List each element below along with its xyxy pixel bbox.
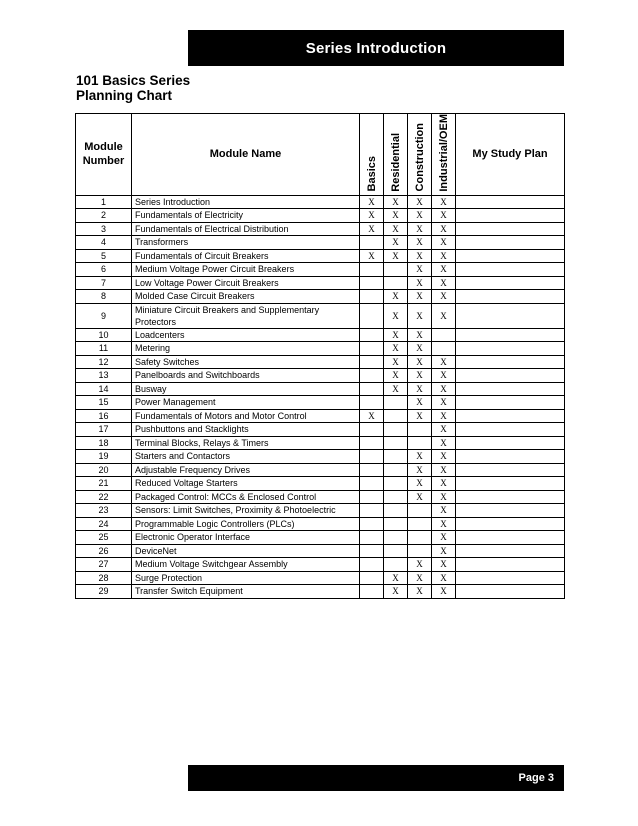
- column-header-number-line-1: Module: [84, 141, 123, 154]
- industrial-cell: X: [432, 585, 456, 599]
- study-plan-cell[interactable]: [456, 490, 565, 504]
- residential-cell: X: [384, 303, 408, 328]
- industrial-cell: X: [432, 490, 456, 504]
- basics-cell: [360, 544, 384, 558]
- industrial-cell: X: [432, 436, 456, 450]
- table-row: [76, 571, 565, 585]
- residential-cell: [384, 477, 408, 491]
- table-row: [76, 328, 565, 342]
- industrial-cell: X: [432, 463, 456, 477]
- industrial-cell: X: [432, 423, 456, 437]
- construction-cell: X: [408, 236, 432, 250]
- construction-cell: X: [408, 342, 432, 356]
- table-row: [76, 585, 565, 599]
- module-number-cell: 21: [76, 477, 132, 491]
- construction-cell: X: [408, 463, 432, 477]
- column-header-my-study-plan: My Study Plan: [456, 114, 565, 196]
- column-header-industrial-label: Industrial/OEM: [437, 114, 450, 192]
- study-plan-cell[interactable]: [456, 328, 565, 342]
- module-name-cell: Safety Switches: [132, 355, 360, 369]
- construction-cell: X: [408, 571, 432, 585]
- column-header-module-name: Module Name: [132, 114, 360, 196]
- residential-cell: X: [384, 382, 408, 396]
- module-name-cell: Fundamentals of Electricity: [132, 209, 360, 223]
- construction-cell: X: [408, 369, 432, 383]
- construction-cell: X: [408, 396, 432, 410]
- column-header-construction-label: Construction: [413, 123, 426, 192]
- basics-cell: [360, 263, 384, 277]
- basics-cell: X: [360, 209, 384, 223]
- module-number-cell: 13: [76, 369, 132, 383]
- table-row: [76, 477, 565, 491]
- industrial-cell: X: [432, 382, 456, 396]
- basics-cell: [360, 369, 384, 383]
- module-name-cell: Transfer Switch Equipment: [132, 585, 360, 599]
- basics-cell: [360, 517, 384, 531]
- module-name-cell: Low Voltage Power Circuit Breakers: [132, 276, 360, 290]
- module-number-cell: 18: [76, 436, 132, 450]
- industrial-cell: X: [432, 504, 456, 518]
- construction-cell: X: [408, 222, 432, 236]
- table-row: [76, 342, 565, 356]
- module-number-cell: 23: [76, 504, 132, 518]
- study-plan-cell[interactable]: [456, 222, 565, 236]
- table-row: [76, 396, 565, 410]
- residential-cell: X: [384, 328, 408, 342]
- industrial-cell: X: [432, 276, 456, 290]
- construction-cell: [408, 504, 432, 518]
- residential-cell: X: [384, 236, 408, 250]
- industrial-cell: X: [432, 571, 456, 585]
- industrial-cell: X: [432, 236, 456, 250]
- module-name-cell: Terminal Blocks, Relays & Timers: [132, 436, 360, 450]
- basics-cell: [360, 342, 384, 356]
- module-name-cell: Reduced Voltage Starters: [132, 477, 360, 491]
- module-number-cell: 6: [76, 263, 132, 277]
- study-plan-cell[interactable]: [456, 423, 565, 437]
- study-plan-cell[interactable]: [456, 303, 565, 328]
- study-plan-cell[interactable]: [456, 517, 565, 531]
- planning-chart-table: [75, 113, 565, 599]
- basics-cell: X: [360, 409, 384, 423]
- industrial-cell: X: [432, 544, 456, 558]
- table-row: [76, 276, 565, 290]
- industrial-cell: X: [432, 249, 456, 263]
- module-number-cell: 12: [76, 355, 132, 369]
- construction-cell: [408, 531, 432, 545]
- residential-cell: [384, 276, 408, 290]
- column-header-residential-label: Residential: [389, 132, 402, 192]
- module-name-cell: Programmable Logic Controllers (PLCs): [132, 517, 360, 531]
- basics-cell: X: [360, 195, 384, 209]
- column-header-basics: [360, 114, 384, 196]
- table-row: [76, 490, 565, 504]
- construction-cell: X: [408, 209, 432, 223]
- module-name-cell: Busway: [132, 382, 360, 396]
- study-plan-cell[interactable]: [456, 209, 565, 223]
- table-body: [76, 195, 565, 598]
- industrial-cell: X: [432, 531, 456, 545]
- column-header-basics-label: Basics: [365, 156, 378, 192]
- module-number-cell: 10: [76, 328, 132, 342]
- industrial-cell: X: [432, 396, 456, 410]
- construction-cell: X: [408, 195, 432, 209]
- module-name-cell: Starters and Contactors: [132, 450, 360, 464]
- module-name-cell: Transformers: [132, 236, 360, 250]
- module-number-cell: 5: [76, 249, 132, 263]
- module-number-cell: 26: [76, 544, 132, 558]
- table-row: [76, 382, 565, 396]
- study-plan-cell[interactable]: [456, 236, 565, 250]
- module-name-cell: Loadcenters: [132, 328, 360, 342]
- table-row: [76, 249, 565, 263]
- study-plan-cell[interactable]: [456, 290, 565, 304]
- residential-cell: [384, 558, 408, 572]
- section-title-bar: [188, 30, 564, 66]
- industrial-cell: X: [432, 558, 456, 572]
- basics-cell: [360, 490, 384, 504]
- module-number-cell: 29: [76, 585, 132, 599]
- industrial-cell: X: [432, 290, 456, 304]
- basics-cell: [360, 558, 384, 572]
- residential-cell: [384, 450, 408, 464]
- construction-cell: X: [408, 249, 432, 263]
- table-row: [76, 450, 565, 464]
- footer-bar: [188, 765, 564, 791]
- module-number-cell: 25: [76, 531, 132, 545]
- construction-cell: X: [408, 490, 432, 504]
- table-row: [76, 303, 565, 328]
- column-header-construction: [408, 114, 432, 196]
- construction-cell: X: [408, 477, 432, 491]
- industrial-cell: [432, 342, 456, 356]
- study-plan-cell[interactable]: [456, 450, 565, 464]
- page-number: Page 3: [518, 772, 554, 784]
- basics-cell: X: [360, 249, 384, 263]
- basics-cell: [360, 436, 384, 450]
- module-number-cell: 20: [76, 463, 132, 477]
- table-row: [76, 463, 565, 477]
- study-plan-cell[interactable]: [456, 369, 565, 383]
- residential-cell: X: [384, 369, 408, 383]
- residential-cell: [384, 436, 408, 450]
- study-plan-cell[interactable]: [456, 571, 565, 585]
- construction-cell: X: [408, 409, 432, 423]
- study-plan-cell[interactable]: [456, 585, 565, 599]
- module-name-cell: Packaged Control: MCCs & Enclosed Control: [132, 490, 360, 504]
- residential-cell: X: [384, 585, 408, 599]
- column-header-number-line-2: Number: [82, 155, 125, 168]
- module-name-cell: Power Management: [132, 396, 360, 410]
- study-plan-cell[interactable]: [456, 249, 565, 263]
- industrial-cell: X: [432, 517, 456, 531]
- study-plan-cell[interactable]: [456, 558, 565, 572]
- study-plan-cell[interactable]: [456, 463, 565, 477]
- module-number-cell: 3: [76, 222, 132, 236]
- construction-cell: X: [408, 303, 432, 328]
- module-name-cell: Fundamentals of Motors and Motor Control: [132, 409, 360, 423]
- construction-cell: X: [408, 382, 432, 396]
- residential-cell: [384, 517, 408, 531]
- basics-cell: [360, 382, 384, 396]
- module-name-cell: Adjustable Frequency Drives: [132, 463, 360, 477]
- residential-cell: X: [384, 571, 408, 585]
- residential-cell: X: [384, 195, 408, 209]
- basics-cell: [360, 463, 384, 477]
- table-row: [76, 504, 565, 518]
- section-title: Series Introduction: [305, 39, 447, 57]
- module-number-cell: 14: [76, 382, 132, 396]
- study-plan-cell[interactable]: [456, 195, 565, 209]
- basics-cell: [360, 477, 384, 491]
- study-plan-cell[interactable]: [456, 436, 565, 450]
- table-header-row: [76, 114, 565, 196]
- column-header-module-number: [76, 114, 132, 196]
- study-plan-cell[interactable]: [456, 477, 565, 491]
- residential-cell: X: [384, 290, 408, 304]
- table-row: [76, 222, 565, 236]
- table-row: [76, 531, 565, 545]
- module-name-cell: Molded Case Circuit Breakers: [132, 290, 360, 304]
- construction-cell: X: [408, 450, 432, 464]
- module-name-cell: Electronic Operator Interface: [132, 531, 360, 545]
- module-name-cell: Metering: [132, 342, 360, 356]
- basics-cell: [360, 303, 384, 328]
- basics-cell: [360, 355, 384, 369]
- module-number-cell: 11: [76, 342, 132, 356]
- table-row: [76, 544, 565, 558]
- study-plan-cell[interactable]: [456, 531, 565, 545]
- module-number-cell: 4: [76, 236, 132, 250]
- table-row: [76, 290, 565, 304]
- module-number-cell: 27: [76, 558, 132, 572]
- module-number-cell: 8: [76, 290, 132, 304]
- table-row: [76, 195, 565, 209]
- basics-cell: [360, 571, 384, 585]
- construction-cell: X: [408, 290, 432, 304]
- basics-cell: [360, 423, 384, 437]
- industrial-cell: X: [432, 477, 456, 491]
- module-name-cell: Medium Voltage Switchgear Assembly: [132, 558, 360, 572]
- module-number-cell: 16: [76, 409, 132, 423]
- residential-cell: X: [384, 222, 408, 236]
- basics-cell: [360, 585, 384, 599]
- table-row: [76, 369, 565, 383]
- residential-cell: [384, 463, 408, 477]
- construction-cell: [408, 436, 432, 450]
- column-header-residential: [384, 114, 408, 196]
- industrial-cell: X: [432, 222, 456, 236]
- basics-cell: [360, 328, 384, 342]
- table-row: [76, 436, 565, 450]
- construction-cell: X: [408, 263, 432, 277]
- industrial-cell: X: [432, 450, 456, 464]
- study-plan-cell[interactable]: [456, 409, 565, 423]
- heading-line-1: 101 Basics Series: [76, 73, 191, 88]
- basics-cell: X: [360, 222, 384, 236]
- construction-cell: X: [408, 355, 432, 369]
- module-number-cell: 7: [76, 276, 132, 290]
- module-name-cell: Fundamentals of Circuit Breakers: [132, 249, 360, 263]
- table-row: [76, 409, 565, 423]
- basics-cell: [360, 290, 384, 304]
- study-plan-cell[interactable]: [456, 342, 565, 356]
- module-number-cell: 2: [76, 209, 132, 223]
- construction-cell: X: [408, 558, 432, 572]
- table-row: [76, 263, 565, 277]
- module-name-cell: Fundamentals of Electrical Distribution: [132, 222, 360, 236]
- residential-cell: [384, 531, 408, 545]
- industrial-cell: X: [432, 209, 456, 223]
- table-row: [76, 423, 565, 437]
- industrial-cell: X: [432, 195, 456, 209]
- module-number-cell: 17: [76, 423, 132, 437]
- module-number-cell: 22: [76, 490, 132, 504]
- residential-cell: [384, 544, 408, 558]
- heading-line-2: Planning Chart: [76, 88, 173, 103]
- module-name-cell: Miniature Circuit Breakers and Supplementary Protectors: [132, 303, 360, 328]
- construction-cell: [408, 423, 432, 437]
- study-plan-cell[interactable]: [456, 396, 565, 410]
- construction-cell: X: [408, 276, 432, 290]
- industrial-cell: X: [432, 263, 456, 277]
- basics-cell: [360, 504, 384, 518]
- table-row: [76, 355, 565, 369]
- industrial-cell: X: [432, 303, 456, 328]
- industrial-cell: X: [432, 355, 456, 369]
- construction-cell: X: [408, 328, 432, 342]
- table-row: [76, 209, 565, 223]
- industrial-cell: X: [432, 409, 456, 423]
- residential-cell: [384, 409, 408, 423]
- construction-cell: [408, 517, 432, 531]
- study-plan-cell[interactable]: [456, 544, 565, 558]
- industrial-cell: X: [432, 369, 456, 383]
- module-name-cell: Panelboards and Switchboards: [132, 369, 360, 383]
- residential-cell: X: [384, 355, 408, 369]
- study-plan-cell[interactable]: [456, 504, 565, 518]
- module-number-cell: 28: [76, 571, 132, 585]
- module-number-cell: 24: [76, 517, 132, 531]
- basics-cell: [360, 396, 384, 410]
- residential-cell: [384, 423, 408, 437]
- residential-cell: X: [384, 209, 408, 223]
- table-row: [76, 236, 565, 250]
- construction-cell: [408, 544, 432, 558]
- module-name-cell: Series Introduction: [132, 195, 360, 209]
- column-header-industrial-oem: [432, 114, 456, 196]
- residential-cell: [384, 490, 408, 504]
- residential-cell: X: [384, 342, 408, 356]
- module-number-cell: 15: [76, 396, 132, 410]
- basics-cell: [360, 450, 384, 464]
- module-number-cell: 19: [76, 450, 132, 464]
- study-plan-cell[interactable]: [456, 355, 565, 369]
- table-row: [76, 558, 565, 572]
- study-plan-cell[interactable]: [456, 276, 565, 290]
- construction-cell: X: [408, 585, 432, 599]
- module-name-cell: Sensors: Limit Switches, Proximity & Photoelectric: [132, 504, 360, 518]
- residential-cell: [384, 396, 408, 410]
- industrial-cell: [432, 328, 456, 342]
- page-heading: [76, 73, 190, 103]
- basics-cell: [360, 276, 384, 290]
- module-name-cell: Surge Protection: [132, 571, 360, 585]
- module-number-cell: 9: [76, 303, 132, 328]
- residential-cell: [384, 263, 408, 277]
- module-name-cell: Medium Voltage Power Circuit Breakers: [132, 263, 360, 277]
- study-plan-cell[interactable]: [456, 263, 565, 277]
- module-number-cell: 1: [76, 195, 132, 209]
- residential-cell: X: [384, 249, 408, 263]
- module-name-cell: Pushbuttons and Stacklights: [132, 423, 360, 437]
- table-row: [76, 517, 565, 531]
- basics-cell: [360, 236, 384, 250]
- study-plan-cell[interactable]: [456, 382, 565, 396]
- module-name-cell: DeviceNet: [132, 544, 360, 558]
- residential-cell: [384, 504, 408, 518]
- basics-cell: [360, 531, 384, 545]
